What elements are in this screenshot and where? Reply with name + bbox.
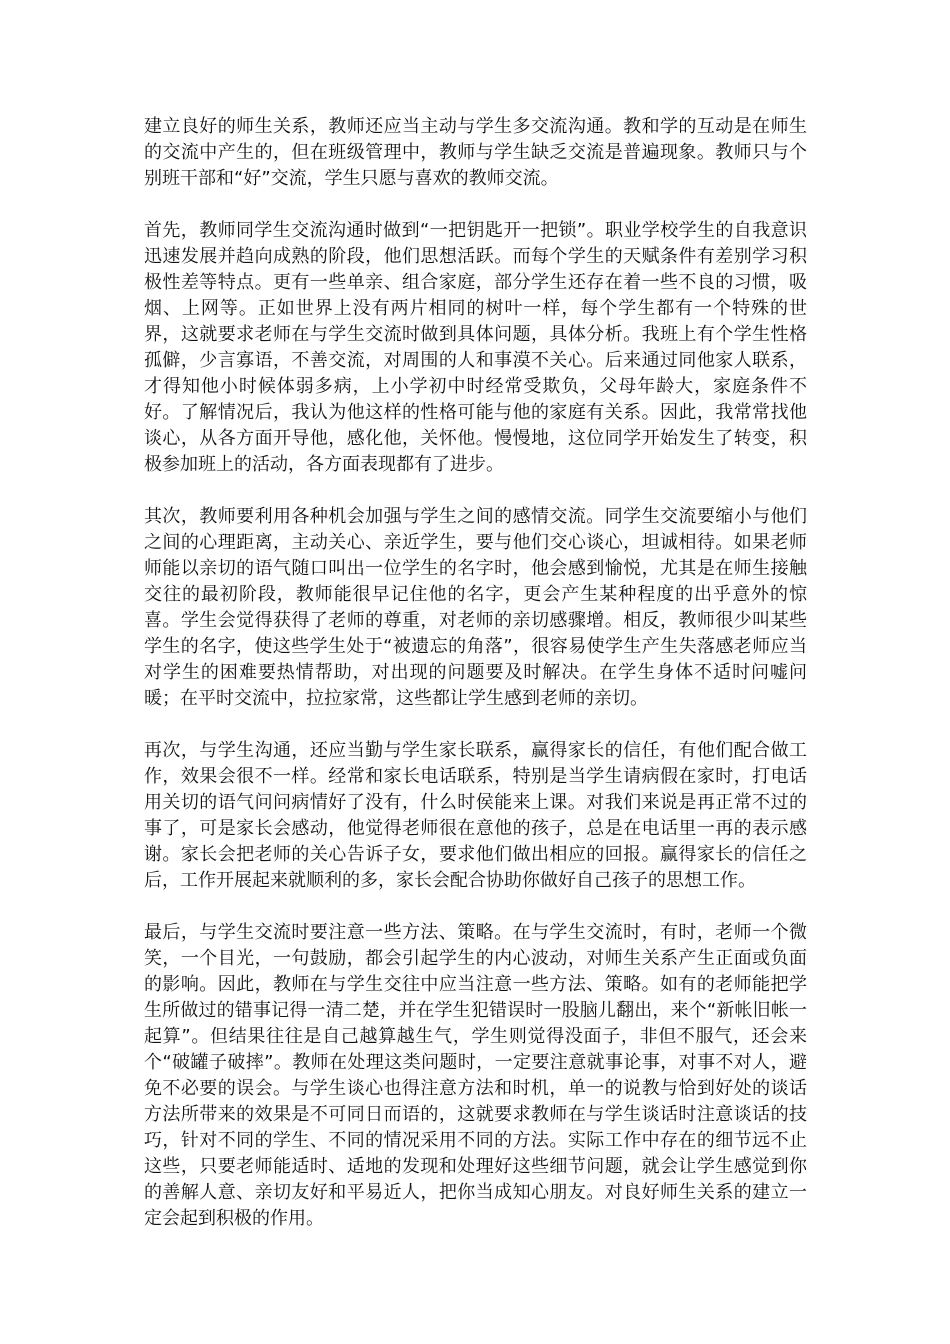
document-body: [144, 114, 807, 1232]
paragraph-third: 再次，与学生沟通，还应当勤与学生家长联系，赢得家长的信任，有他们配合做工作，效果会很不一样。经常和家长电话联系，特别是当学生请病假在家时，打电话用关切的语气问问病情好了没有，什么时侯能来上课。对我们来说是再正常不过的事了，可是家长会感动，他觉得老师很在意他的孩子，总是在电话里一再的表示感谢。家长会把老师的关心告诉子女，要求他们做出相应的回报。赢得家长的信任之后，工作开展起来就顺利的多，家长会配合协助你做好自己孩子的思想工作。: [144, 740, 807, 891]
paragraph-intro: 建立良好的师生关系，教师还应当主动与学生多交流沟通。教和学的互动是在师生的交流中产生的，但在班级管理中，教师与学生缺乏交流是普遍现象。教师只与个别班干部和“好”交流，学生只愿与喜欢的教师交流。: [144, 116, 807, 189]
paragraph-second: 其次，教师要利用各种机会加强与学生之间的感情交流。同学生交流要缩小与他们之间的心理距离，主动关心、亲近学生，要与他们交心谈心，坦诚相待。如果老师师能以亲切的语气随口叫出一位学生的名字时，他会感到愉悦，尤其是在师生接触交往的最初阶段，教师能很早记住他的名字，更会产生某种程度的出乎意外的惊喜。学生会觉得获得了老师的尊重，对老师的亲切感骤增。相反，教师很少叫某些学生的名字，使这些学生处于“被遗忘的角落”，很容易使学生产生失落感老师应当对学生的困难要热情帮助，对出现的问题要及时解决。在学生身体不适时问嘘问暖；在平时交流中，拉拉家常，这些都让学生感到老师的亲切。: [144, 506, 807, 709]
paragraph-last: 最后，与学生交流时要注意一些方法、策略。在与学生交流时，有时，老师一个微笑，一个目光，一句鼓励，都会引起学生的内心波动，对师生关系产生正面或负面的影响。因此，教师在与学生交往中应当注意一些方法、策略。如有的老师能把学生所做过的错事记得一清二楚，并在学生犯错误时一股脑儿翻出，来个“新帐旧帐一起算”。但结果往往是自己越算越生气，学生则觉得没面子，非但不服气，还会来个“破罐子破摔”。教师在处理这类问题时，一定要注意就事论事，对事不对人，避免不必要的误会。与学生谈心也得注意方法和时机，单一的说教与恰到好处的谈话方法所带来的效果是不可同日而语的，这就要求教师在与学生谈话时注意谈话的技巧，针对不同的学生、不同的情况采用不同的方法。实际工作中存在的细节远不止这些，只要老师能适时、适地的发现和处理好这些细节问题，就会让学生感觉到你的善解人意、亲切友好和平易近人，把你当成知心朋友。对良好师生关系的建立一定会起到积极的作用。: [144, 922, 807, 1229]
paragraph-first: 首先，教师同学生交流沟通时做到“一把钥匙开一把锁”。职业学校学生的自我意识迅速发展并趋向成熟的阶段，他们思想活跃。而每个学生的天赋条件有差别学习积极性差等特点。更有一些单亲、组合家庭，部分学生还存在着一些不良的习惯，吸烟、上网等。正如世界上没有两片相同的树叶一样，每个学生都有一个特殊的世界，这就要求老师在与学生交流时做到具体问题，具体分析。我班上有个学生性格孤僻，少言寡语，不善交流，对周围的人和事漠不关心。后来通过同他家人联系，才得知他小时候体弱多病，上小学初中时经常受欺负，父母年龄大，家庭条件不好。了解情况后，我认为他这样的性格可能与他的家庭有关系。因此，我常常找他谈心，从各方面开导他，感化他，关怀他。慢慢地，这位同学开始发生了转变，积极参加班上的活动，各方面表现都有了进步。: [144, 220, 807, 475]
